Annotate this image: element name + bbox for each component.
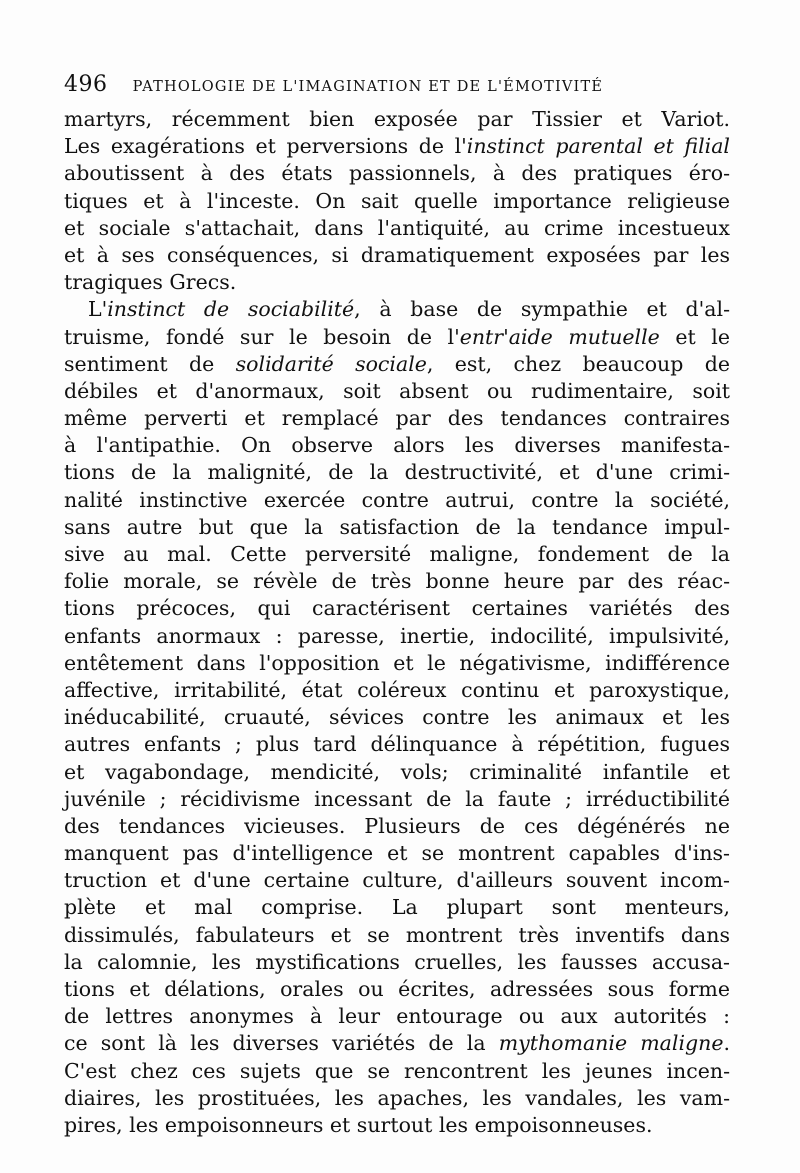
italic-phrase: entr'aide mutuelle: [459, 324, 660, 349]
text-line: [64, 949, 730, 976]
text-segment: affective, irritabilité, état coléreux continu et paroxystique,: [64, 677, 730, 702]
text-line: [64, 324, 730, 351]
text-segment: et à ses conséquences, si dramatiquement exposées par les: [64, 242, 730, 267]
text-segment: nalité instinctive exercée contre autrui, contre la société,: [64, 487, 730, 512]
text-segment: .: [723, 1031, 730, 1056]
text-segment: tragiques Grecs.: [64, 270, 237, 295]
text-segment: tions précoces, qui caractérisent certaines variétés des: [64, 596, 730, 621]
text-segment: truisme, fondé sur le besoin de l': [64, 324, 460, 349]
running-title: PATHOLOGIE DE L'IMAGINATION ET DE L'ÉMOTIVITÉ: [132, 79, 604, 95]
text-line: [64, 786, 730, 813]
text-line: [64, 269, 730, 296]
text-line: [64, 840, 730, 867]
text-segment: et sociale s'attachait, dans l'antiquité, au crime incestueux: [64, 215, 730, 240]
text-segment: sans autre but que la satisfaction de la tendance impul-: [64, 514, 730, 539]
text-line: [64, 1003, 730, 1030]
text-segment: tions de la malignité, de la destructivité, et d'une crimi-: [64, 460, 730, 485]
text-segment: débiles et d'anormaux, soit absent ou rudimentaire, soit: [64, 378, 730, 403]
text-line: [64, 976, 730, 1003]
text-segment: plète et mal comprise. La plupart sont menteurs,: [64, 895, 730, 920]
text-line: [64, 133, 730, 160]
text-line: [64, 514, 730, 541]
text-segment: martyrs, récemment bien exposée par Tissier et Variot.: [64, 107, 730, 131]
text-segment: aboutissent à des états passionnels, à des pratiques éro-: [64, 161, 730, 186]
body-text: [64, 106, 730, 1139]
text-segment: et le: [659, 324, 730, 349]
text-segment: tions et délations, orales ou écrites, adressées sous forme: [64, 977, 730, 1001]
text-line: [64, 867, 730, 894]
text-segment: des tendances vicieuses. Plusieurs de ces dégénérés ne: [64, 813, 730, 838]
text-line: [64, 568, 730, 595]
text-segment: sentiment de: [64, 351, 236, 376]
text-line: [64, 1030, 730, 1057]
text-segment: C'est chez ces sujets que se rencontrent les jeunes incen-: [64, 1058, 730, 1083]
italic-phrase: instinct de sociabilité: [107, 297, 355, 322]
text-line: [64, 1112, 730, 1139]
text-line: [64, 459, 730, 486]
text-line: [64, 432, 730, 459]
running-header: [64, 72, 744, 100]
text-line: [64, 296, 730, 323]
text-segment: diaires, les prostituées, les apaches, les vandales, les vam-: [64, 1085, 730, 1110]
text-line: [64, 188, 730, 215]
italic-phrase: mythomanie maligne: [498, 1031, 724, 1056]
text-segment: inéducabilité, cruauté, sévices contre les animaux et les: [64, 705, 730, 730]
text-line: [64, 351, 730, 378]
text-line: [64, 215, 730, 242]
text-segment: juvénile ; récidivisme incessant de la faute ; irréductibilité: [64, 786, 730, 811]
text-segment: sive au mal. Cette perversité maligne, fondement de la: [64, 542, 730, 566]
text-segment: entêtement dans l'opposition et le négativisme, indifférence: [64, 650, 730, 675]
text-segment: même perverti et remplacé par des tendances contraires: [64, 406, 730, 431]
text-line: [64, 106, 730, 133]
text-segment: et vagabondage, mendicité, vols; criminalité infantile et: [64, 759, 730, 784]
text-line: [64, 541, 730, 568]
text-line: [64, 1058, 730, 1085]
text-line: [64, 242, 730, 269]
text-segment: dissimulés, fabulateurs et se montrent très inventifs dans: [64, 922, 730, 947]
text-line: [64, 595, 730, 622]
text-segment: tiques et à l'inceste. On sait quelle importance religieuse: [64, 188, 730, 213]
page-number: 496: [64, 72, 108, 97]
text-line: [64, 487, 730, 514]
text-segment: L': [88, 297, 108, 322]
text-segment: à l'antipathie. On observe alors les diverses manifesta-: [64, 433, 730, 458]
text-line: [64, 160, 730, 187]
text-segment: la calomnie, les mystifications cruelles, les fausses accusa-: [64, 949, 730, 974]
text-line: [64, 813, 730, 840]
italic-phrase: instinct parental et filial: [466, 134, 730, 159]
text-segment: de lettres anonymes à leur entourage ou aux autorités :: [64, 1004, 730, 1029]
text-segment: Les exagérations et perversions de l': [64, 134, 467, 159]
italic-phrase: solidarité sociale: [235, 351, 427, 376]
text-segment: , est, chez beaucoup de: [426, 351, 730, 376]
text-line: [64, 378, 730, 405]
text-segment: truction et d'une certaine culture, d'ailleurs souvent incom-: [64, 868, 730, 893]
text-segment: manquent pas d'intelligence et se montrent capables d'ins-: [64, 841, 730, 866]
text-line: [64, 650, 730, 677]
text-line: [64, 894, 730, 921]
text-line: [64, 922, 730, 949]
text-line: [64, 759, 730, 786]
text-segment: autres enfants ; plus tard délinquance à répétition, fugues: [64, 732, 730, 757]
text-line: [64, 405, 730, 432]
text-line: [64, 623, 730, 650]
text-segment: pires, les empoisonneurs et surtout les empoisonneuses.: [64, 1112, 653, 1137]
text-line: [64, 677, 730, 704]
text-line: [64, 704, 730, 731]
text-segment: enfants anormaux : paresse, inertie, indocilité, impulsivité,: [64, 623, 730, 648]
text-segment: ce sont là les diverses variétés de la: [64, 1031, 499, 1056]
text-line: [64, 731, 730, 758]
text-segment: , à base de sympathie et d'al-: [354, 297, 731, 322]
text-line: [64, 1085, 730, 1112]
text-segment: folie morale, se révèle de très bonne heure par des réac-: [64, 569, 730, 594]
